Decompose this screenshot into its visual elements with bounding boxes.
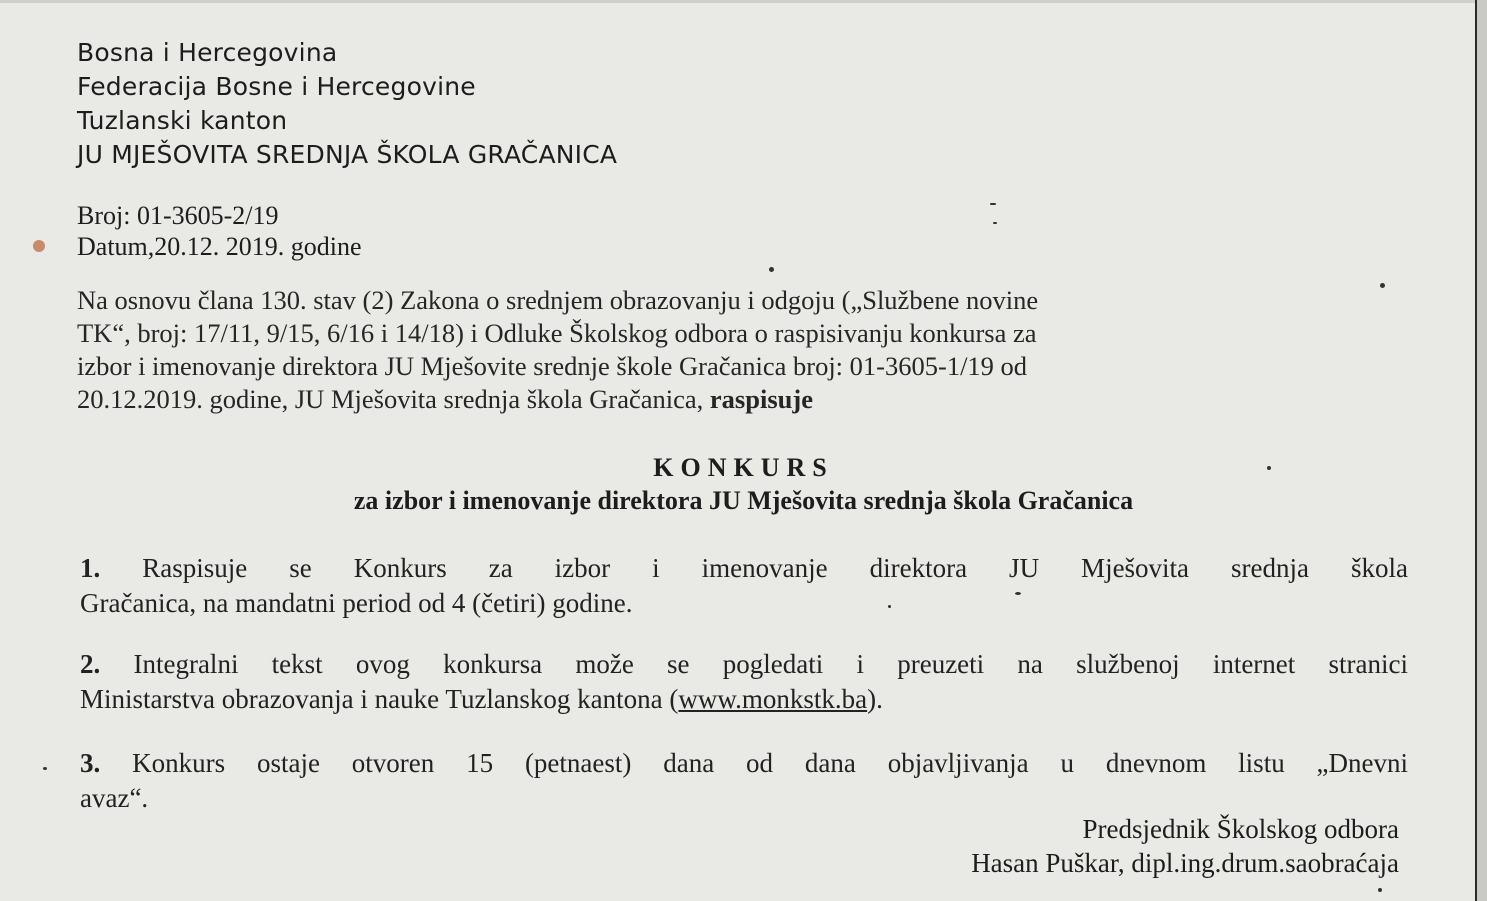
list-item-line	[80, 746, 1408, 781]
list-item-line: Gračanica, na mandatni period od 4 (četiri) godine.	[80, 588, 633, 618]
document-meta	[77, 200, 362, 262]
list-item-text: Konkurs ostaje otvoren 15 (petnaest) dana od dana objavljivanja u dnevnom listu „Dnevni	[132, 748, 1409, 778]
signature-name: Hasan Puškar, dipl.ing.drum.saobraćaja	[971, 848, 1399, 878]
list-item-text: Integralni tekst ovog konkursa može se pogledati i preuzeti na službenoj internet stranici	[133, 649, 1408, 679]
scan-stain	[33, 240, 45, 252]
list-item	[80, 551, 1410, 621]
intro-paragraph	[77, 284, 1377, 416]
scan-speck	[1380, 283, 1385, 288]
intro-line: izbor i imenovanje direktora JU Mješovite srednje škole Gračanica broj: 01-3605-1/19 od	[77, 351, 1028, 381]
document-date: Datum,20.12. 2019. godine	[77, 232, 362, 261]
list-item-number: 1.	[80, 553, 101, 583]
list-item-number: 3.	[80, 748, 101, 778]
scan-speck	[990, 203, 996, 205]
intro-line: TK“, broj: 17/11, 9/15, 6/16 i 14/18) i Odluke Školskog odbora o raspisivanju konkursa za	[77, 318, 1037, 348]
scan-top-edge	[0, 0, 1487, 3]
letterhead-country: Bosna i Hercegovina	[77, 38, 338, 67]
scan-right-edge	[1475, 0, 1487, 901]
letterhead-entity: Federacija Bosne i Hercegovine	[77, 72, 476, 101]
document-subtitle: za izbor i imenovanje direktora JU Mješovita srednja škola Gračanica	[353, 486, 1134, 515]
list-item	[80, 746, 1410, 816]
scan-speck	[43, 767, 47, 770]
intro-line: Na osnovu člana 130. stav (2) Zakona o srednjem obrazovanju i odgoju („Službene novine	[77, 285, 1039, 315]
scan-speck	[993, 222, 997, 224]
ministry-website-link[interactable]: www.monkstk.ba	[678, 684, 868, 714]
list-item-text: Ministarstva obrazovanja i nauke Tuzlanskog kantona (	[80, 684, 679, 714]
list-item-line: avaz“.	[80, 783, 149, 813]
list-item-line	[80, 682, 1410, 717]
list-item-line	[80, 647, 1408, 682]
letterhead	[77, 36, 617, 172]
letterhead-canton: Tuzlanski kanton	[77, 106, 288, 135]
list-item-text: ).	[867, 684, 883, 714]
signature-role: Predsjednik Školskog odbora	[1082, 814, 1399, 844]
intro-raspisuje: raspisuje	[709, 384, 813, 414]
intro-line	[77, 383, 1377, 416]
document-title: KONKURS	[653, 453, 834, 482]
intro-line-text: 20.12.2019. godine, JU Mješovita srednja škola Gračanica,	[77, 384, 704, 414]
scan-speck	[1378, 888, 1382, 892]
list-item-line	[80, 551, 1408, 586]
scan-speck	[769, 267, 774, 272]
title-block	[0, 452, 1487, 518]
list-item-number: 2.	[80, 649, 101, 679]
letterhead-school: JU MJEŠOVITA SREDNJA ŠKOLA GRAČANICA	[77, 140, 618, 169]
signature-block	[971, 812, 1399, 880]
list-item-text: Raspisuje se Konkurs za izbor i imenovanje direktora JU Mješovita srednja škola	[142, 553, 1408, 583]
document-number: Broj: 01-3605-2/19	[77, 201, 279, 230]
list-item	[80, 647, 1410, 717]
